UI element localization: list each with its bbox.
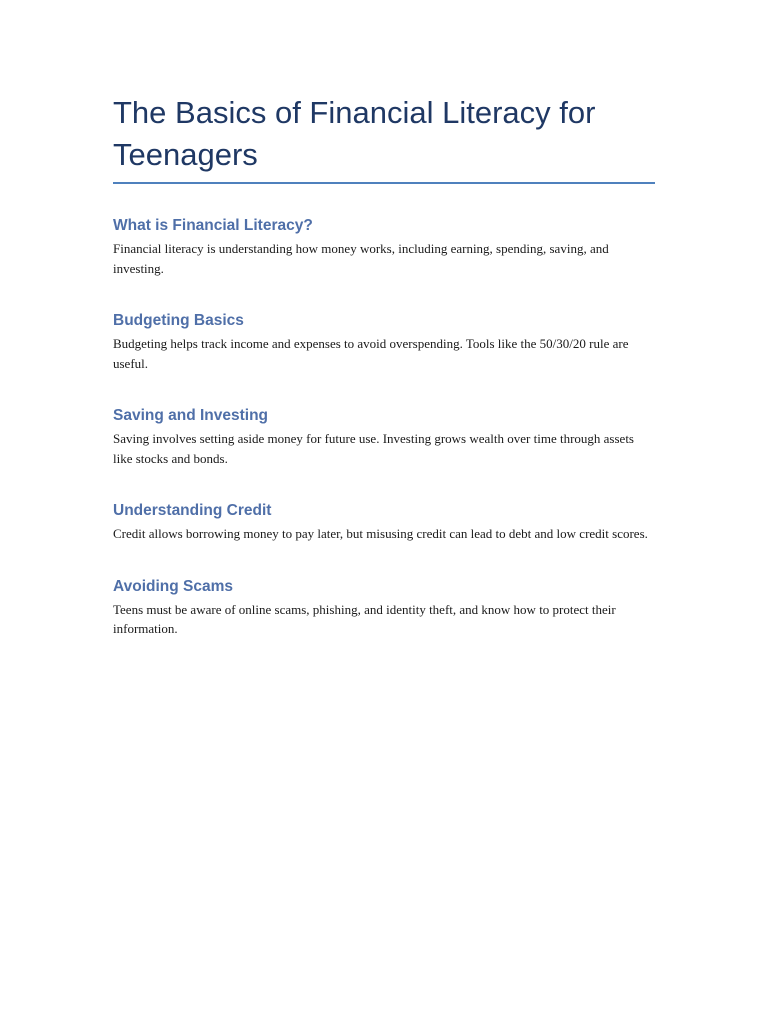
section-heading: Saving and Investing (113, 407, 269, 424)
section-paragraph: Teens must be aware of online scams, phishing, and identity theft, and know how to protect their information. (113, 601, 616, 636)
section-heading: Understanding Credit (113, 502, 272, 519)
section-paragraph: Financial literacy is understanding how money works, including earning, spending, saving, and investing. (113, 241, 609, 276)
section-understanding-credit (113, 501, 655, 544)
section-paragraph: Credit allows borrowing money to pay later, but misusing credit can lead to debt and low credit scores. (113, 526, 648, 541)
section-paragraph: Saving involves setting aside money for future use. Investing grows wealth over time through assets like stocks and bonds. (113, 431, 634, 466)
section-budgeting-basics (113, 311, 655, 373)
title-divider (113, 182, 655, 184)
section-heading: Budgeting Basics (113, 312, 244, 329)
document-page (113, 0, 655, 639)
section-heading: Avoiding Scams (113, 577, 234, 595)
section-avoiding-scams (113, 577, 655, 639)
section-paragraph: Budgeting helps track income and expenses to avoid overspending. Tools like the 50/30/20 rule are useful. (113, 336, 629, 371)
section-heading: What is Financial Literacy? (113, 217, 313, 234)
section-saving-and-investing (113, 406, 655, 468)
section-what-is-financial-literacy (113, 216, 655, 278)
document-title: The Basics of Financial Literacy for Teenagers (113, 95, 596, 172)
